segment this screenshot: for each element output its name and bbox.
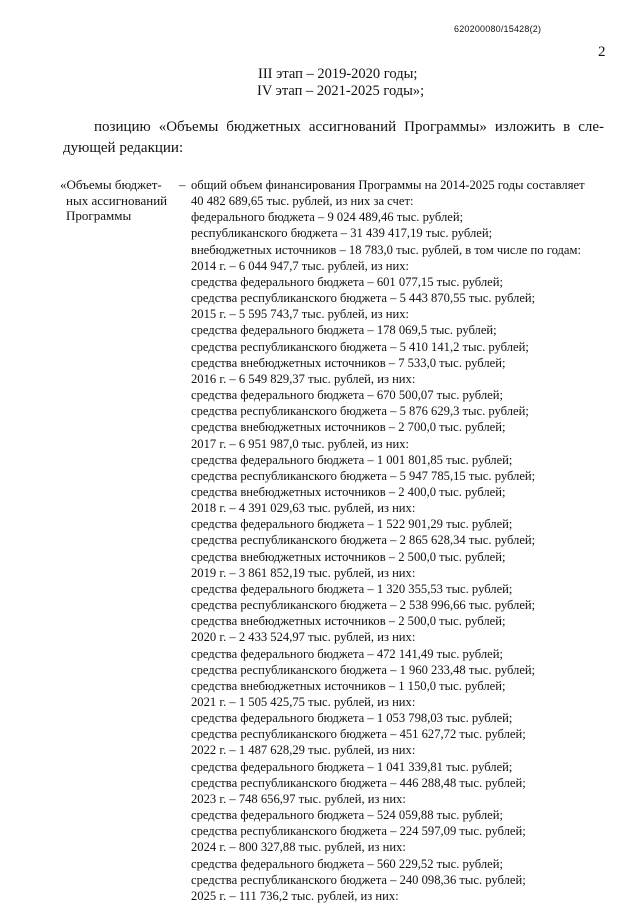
funding-line: средства внебюджетных источников – 2 500,0 тыс. рублей;: [191, 549, 506, 564]
funding-line: 2022 г. – 1 487 628,29 тыс. рублей, из них:: [191, 743, 416, 758]
document-id: 620200080/15428(2): [454, 24, 542, 34]
row-label: [60, 177, 175, 224]
funding-line: средства внебюджетных источников – 2 500,0 тыс. рублей;: [191, 614, 506, 629]
intro-paragraph: [63, 117, 604, 159]
funding-line: средства республиканского бюджета – 2 865 628,34 тыс. рублей;: [191, 533, 536, 548]
funding-line: общий объем финансирования Программы на 2014-2025 годы составляет: [191, 178, 585, 192]
funding-line: 2024 г. – 800 327,88 тыс. рублей, из них:: [191, 840, 406, 855]
funding-line: 2025 г. – 111 736,2 тыс. рублей, из них:: [191, 888, 399, 903]
funding-line: 2018 г. – 4 391 029,63 тыс. рублей, из них:: [191, 501, 416, 516]
funding-line: средства федерального бюджета – 524 059,88 тыс. рублей;: [191, 808, 503, 823]
intro-line: дующей редакции:: [63, 140, 184, 156]
funding-line: средства федерального бюджета – 1 522 901,29 тыс. рублей;: [191, 517, 513, 532]
funding-line: средства федерального бюджета – 670 500,07 тыс. рублей;: [191, 388, 503, 403]
funding-line: средства республиканского бюджета – 5 443 870,55 тыс. рублей;: [191, 291, 536, 306]
funding-line: средства республиканского бюджета – 1 960 233,48 тыс. рублей;: [191, 662, 536, 677]
funding-line: средства республиканского бюджета – 5 876 629,3 тыс. рублей;: [191, 404, 529, 419]
intro-line: позицию «Объемы бюджетных ассигнований Программы» изложить в сле-: [94, 119, 604, 135]
funding-line: средства федерального бюджета – 178 069,5 тыс. рублей;: [191, 323, 497, 338]
row-label-line: Программы: [66, 208, 132, 224]
funding-line: 40 482 689,65 тыс. рублей, из них за счет:: [191, 194, 414, 209]
funding-line: средства республиканского бюджета – 451 627,72 тыс. рублей;: [191, 727, 526, 742]
funding-line: средства федерального бюджета – 472 141,49 тыс. рублей;: [191, 646, 503, 661]
funding-line: республиканского бюджета – 31 439 417,19 тыс. рублей;: [191, 226, 493, 241]
funding-line: средства федерального бюджета – 1 041 339,81 тыс. рублей;: [191, 759, 513, 774]
funding-line: 2023 г. – 748 656,97 тыс. рублей, из них:: [191, 791, 406, 806]
funding-line: 2014 г. – 6 044 947,7 тыс. рублей, из них:: [191, 258, 410, 273]
funding-line: средства республиканского бюджета – 5 410 141,2 тыс. рублей;: [191, 339, 529, 354]
funding-line: средства внебюджетных источников – 2 700,0 тыс. рублей;: [191, 420, 506, 435]
funding-line: средства внебюджетных источников – 1 150,0 тыс. рублей;: [191, 678, 506, 693]
funding-line: средства республиканского бюджета – 240 098,36 тыс. рублей;: [191, 872, 526, 887]
funding-line: 2020 г. – 2 433 524,97 тыс. рублей, из них:: [191, 630, 416, 645]
funding-line: средства федерального бюджета – 601 077,15 тыс. рублей;: [191, 274, 503, 289]
stage-line: III этап – 2019-2020 годы;: [258, 66, 418, 82]
funding-line: средства федерального бюджета – 560 229,52 тыс. рублей;: [191, 856, 503, 871]
funding-line: средства республиканского бюджета – 5 947 785,15 тыс. рублей;: [191, 468, 536, 483]
funding-details: [191, 177, 621, 904]
funding-line: 2016 г. – 6 549 829,37 тыс. рублей, из них:: [191, 371, 416, 386]
row-label-line: «Объемы бюджет-: [60, 177, 162, 192]
funding-line: средства федерального бюджета – 1 320 355,53 тыс. рублей;: [191, 581, 513, 596]
stages-block: [0, 66, 640, 99]
funding-line: средства республиканского бюджета – 2 538 996,66 тыс. рублей;: [191, 598, 536, 613]
row-dash: –: [179, 177, 186, 192]
funding-line: внебюджетных источников – 18 783,0 тыс. рублей, в том числе по годам:: [191, 242, 581, 257]
row-label-line: ных ассигнований: [66, 192, 168, 208]
funding-line: средства федерального бюджета – 1 001 801,85 тыс. рублей;: [191, 452, 513, 467]
funding-line: федерального бюджета – 9 024 489,46 тыс. рублей;: [191, 210, 464, 225]
funding-line: средства внебюджетных источников – 2 400,0 тыс. рублей;: [191, 484, 506, 499]
funding-line: средства внебюджетных источников – 7 533,0 тыс. рублей;: [191, 355, 506, 370]
funding-line: средства федерального бюджета – 1 053 798,03 тыс. рублей;: [191, 711, 513, 726]
funding-line: 2015 г. – 5 595 743,7 тыс. рублей, из них:: [191, 307, 410, 322]
stage-line: IV этап – 2021-2025 годы»;: [257, 82, 425, 99]
funding-line: 2019 г. – 3 861 852,19 тыс. рублей, из них:: [191, 565, 416, 580]
funding-line: средства республиканского бюджета – 224 597,09 тыс. рублей;: [191, 824, 526, 839]
funding-line: средства республиканского бюджета – 446 288,48 тыс. рублей;: [191, 775, 526, 790]
page-number: 2: [598, 44, 606, 60]
funding-line: 2017 г. – 6 951 987,0 тыс. рублей, из них:: [191, 436, 410, 451]
funding-line: 2021 г. – 1 505 425,75 тыс. рублей, из них:: [191, 695, 416, 709]
